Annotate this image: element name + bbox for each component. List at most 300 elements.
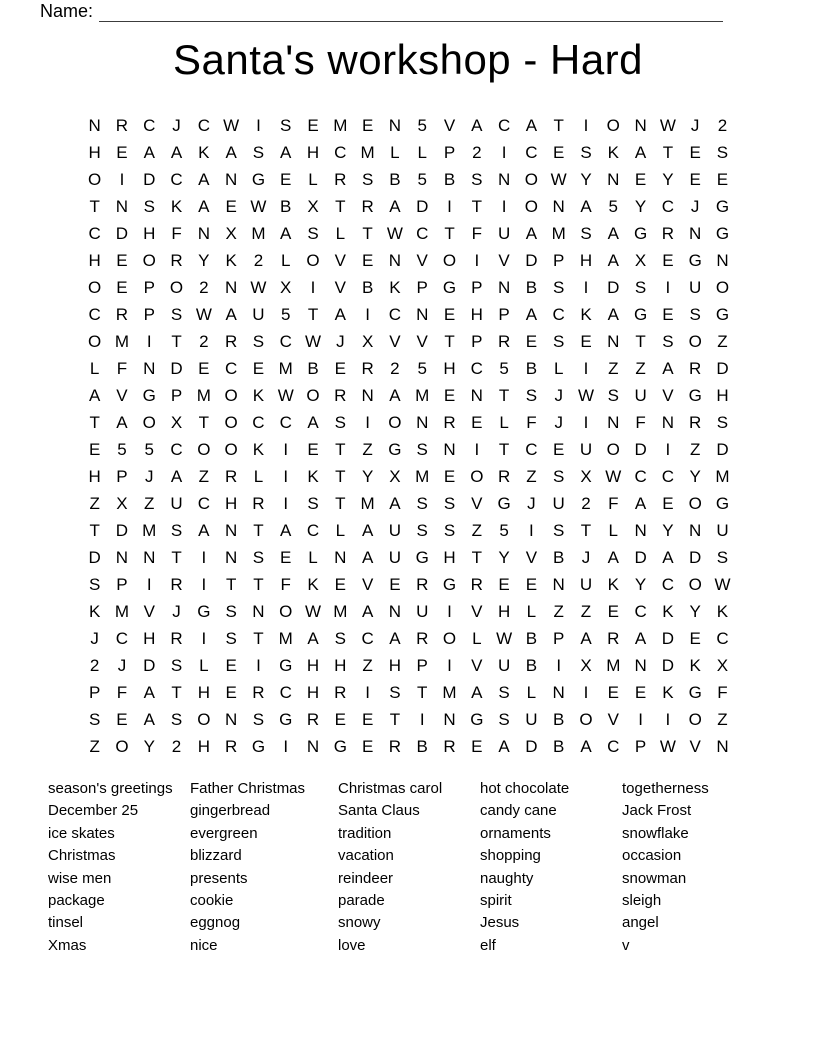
grid-cell: M: [278, 629, 293, 648]
grid-cell: A: [143, 683, 155, 702]
grid-cell: T: [362, 224, 373, 243]
grid-cell: T: [498, 440, 510, 459]
grid-cell: I: [474, 251, 480, 270]
word-item: candy cane: [480, 802, 557, 820]
word-item: presents: [190, 869, 248, 887]
grid-cell: H: [716, 386, 729, 405]
grid-cell: R: [443, 737, 456, 756]
grid-cell: D: [716, 359, 729, 378]
grid-cell: E: [634, 683, 647, 702]
grid-cell: O: [524, 197, 539, 216]
grid-cell: W: [305, 332, 322, 351]
grid-cell: Y: [689, 602, 701, 621]
grid-cell: S: [416, 440, 428, 459]
grid-cell: S: [280, 116, 292, 135]
grid-cell: K: [307, 575, 319, 594]
grid-cell: A: [280, 143, 292, 162]
grid-cell: I: [146, 575, 152, 594]
grid-cell: N: [416, 413, 429, 432]
grid-cell: I: [201, 548, 207, 567]
grid-cell: J: [90, 629, 99, 648]
grid-cell: S: [525, 386, 538, 405]
grid-cell: W: [195, 305, 212, 324]
grid-cell: N: [388, 116, 402, 135]
grid-cell: E: [252, 359, 265, 378]
grid-cell: J: [690, 197, 700, 216]
grid-cell: 2: [472, 143, 482, 162]
grid-cell: E: [361, 710, 374, 729]
grid-cell: A: [198, 170, 210, 189]
grid-cell: M: [114, 602, 130, 621]
grid-cell: E: [116, 143, 128, 162]
grid-cell: H: [88, 251, 101, 270]
grid-cell: V: [116, 386, 128, 405]
grid-cell: C: [170, 170, 183, 189]
grid-cell: K: [225, 251, 237, 270]
grid-cell: B: [553, 710, 565, 729]
grid-cell: X: [225, 224, 237, 243]
grid-cell: V: [662, 386, 674, 405]
grid-cell: Z: [526, 467, 537, 486]
grid-cell: A: [334, 305, 346, 324]
grid-cell: P: [471, 332, 483, 351]
grid-cell: D: [661, 656, 675, 675]
grid-cell: 5: [144, 440, 154, 459]
grid-cell: Y: [662, 170, 674, 189]
grid-cell: D: [634, 440, 647, 459]
grid-cell: H: [306, 683, 320, 702]
grid-cell: U: [689, 278, 702, 297]
grid-cell: H: [306, 656, 320, 675]
grid-cell: T: [389, 710, 401, 729]
grid-cell: R: [252, 494, 265, 513]
grid-cell: M: [142, 521, 157, 540]
grid-cell: O: [715, 278, 730, 297]
grid-cell: D: [634, 548, 647, 567]
grid-cell: B: [389, 170, 401, 189]
grid-cell: Z: [717, 332, 728, 351]
grid-cell: Z: [717, 710, 728, 729]
grid-cell: V: [689, 737, 701, 756]
grid-cell: A: [307, 413, 319, 432]
word-item: wise men: [48, 869, 112, 887]
name-blank-line[interactable]: [99, 1, 723, 22]
grid-cell: T: [635, 332, 646, 351]
word-item: Jesus: [480, 914, 520, 932]
grid-cell: A: [361, 521, 374, 540]
grid-cell: F: [116, 683, 128, 702]
grid-cell: P: [416, 278, 428, 297]
grid-cell: G: [197, 602, 211, 621]
grid-cell: V: [334, 278, 346, 297]
grid-cell: Y: [689, 467, 701, 486]
grid-cell: N: [224, 170, 238, 189]
grid-cell: O: [88, 170, 102, 189]
grid-cell: W: [550, 170, 567, 189]
grid-cell: X: [116, 494, 128, 513]
grid-cell: L: [553, 359, 564, 378]
grid-cell: M: [114, 332, 130, 351]
grid-cell: D: [716, 440, 729, 459]
grid-cell: S: [170, 521, 183, 540]
grid-cell: R: [497, 332, 511, 351]
grid-cell: Z: [608, 359, 619, 378]
grid-cell: N: [689, 521, 702, 540]
grid-cell: E: [361, 116, 374, 135]
grid-cell: E: [334, 359, 346, 378]
grid-cell: A: [307, 629, 319, 648]
grid-cell: S: [498, 683, 510, 702]
grid-cell: M: [251, 224, 266, 243]
word-item: spirit: [480, 892, 512, 910]
grid-cell: S: [225, 602, 237, 621]
word-list-column: [622, 778, 709, 957]
grid-cell: 2: [717, 116, 728, 135]
grid-cell: L: [335, 224, 346, 243]
grid-cell: G: [715, 197, 730, 216]
grid-cell: C: [170, 440, 183, 459]
grid-cell: E: [553, 143, 565, 162]
grid-cell: A: [525, 224, 538, 243]
word-item: hot chocolate: [480, 780, 570, 797]
grid-cell: I: [256, 656, 261, 675]
grid-cell: I: [283, 467, 289, 486]
grid-cell: F: [526, 413, 537, 432]
grid-cell: A: [607, 224, 619, 243]
grid-cell: E: [280, 170, 292, 189]
grid-cell: X: [170, 413, 183, 432]
grid-cell: F: [116, 359, 128, 378]
grid-cell: S: [307, 224, 319, 243]
grid-cell: K: [307, 467, 319, 486]
grid-cell: G: [715, 224, 730, 243]
name-label: Name:: [40, 1, 94, 21]
word-item: Jack Frost: [622, 802, 692, 820]
grid-cell: B: [280, 197, 292, 216]
grid-cell: I: [283, 737, 289, 756]
grid-cell: I: [474, 440, 480, 459]
grid-cell: O: [442, 251, 457, 270]
grid-cell: A: [634, 629, 647, 648]
grid-cell: M: [360, 494, 375, 513]
grid-cell: R: [661, 224, 675, 243]
grid-cell: H: [88, 143, 101, 162]
grid-cell: I: [310, 278, 316, 297]
word-item: tradition: [338, 824, 392, 842]
grid-cell: C: [115, 629, 129, 648]
grid-cell: N: [416, 305, 429, 324]
grid-cell: B: [525, 656, 538, 675]
grid-cell: Z: [635, 359, 646, 378]
grid-cell: T: [171, 332, 182, 351]
grid-cell: M: [333, 602, 348, 621]
grid-cell: V: [498, 251, 510, 270]
grid-cell: I: [556, 656, 562, 675]
grid-cell: V: [525, 548, 538, 567]
grid-cell: A: [280, 224, 292, 243]
grid-cell: I: [501, 197, 507, 216]
grid-cell: N: [252, 602, 265, 621]
grid-cell: C: [143, 116, 156, 135]
grid-cell: T: [335, 440, 346, 459]
grid-cell: N: [88, 116, 101, 135]
grid-cell: O: [442, 629, 457, 648]
grid-cell: F: [608, 494, 619, 513]
grid-cell: O: [224, 413, 238, 432]
grid-cell: L: [526, 683, 537, 702]
grid-cell: T: [662, 143, 674, 162]
grid-cell: 2: [390, 359, 400, 378]
grid-cell: K: [389, 278, 401, 297]
word-item: December 25: [48, 802, 139, 820]
grid-cell: R: [334, 170, 347, 189]
grid-cell: A: [116, 413, 128, 432]
grid-cell: E: [471, 413, 483, 432]
grid-cell: A: [198, 197, 210, 216]
grid-cell: S: [88, 575, 101, 594]
grid-cell: O: [88, 332, 102, 351]
grid-cell: N: [388, 602, 402, 621]
grid-cell: T: [335, 494, 346, 513]
grid-cell: A: [389, 629, 401, 648]
grid-cell: M: [606, 656, 621, 675]
grid-cell: R: [170, 251, 183, 270]
grid-cell: C: [716, 629, 729, 648]
grid-cell: E: [389, 575, 401, 594]
grid-cell: B: [553, 737, 565, 756]
grid-cell: L: [417, 143, 427, 162]
word-item: angel: [622, 914, 659, 932]
grid-cell: A: [88, 386, 101, 405]
grid-cell: Z: [553, 602, 564, 621]
word-item: Xmas: [48, 936, 87, 954]
word-list: [0, 778, 816, 963]
grid-cell: R: [306, 710, 320, 729]
grid-cell: G: [442, 575, 457, 594]
grid-cell: C: [470, 359, 483, 378]
grid-cell: B: [525, 629, 538, 648]
grid-cell: P: [170, 386, 183, 405]
grid-cell: S: [334, 629, 346, 648]
grid-cell: Y: [143, 737, 155, 756]
grid-cell: V: [416, 332, 428, 351]
word-item: ice skates: [48, 824, 115, 842]
grid-cell: C: [388, 305, 402, 324]
grid-cell: D: [170, 359, 183, 378]
grid-cell: 5: [608, 197, 619, 216]
grid-cell: W: [277, 386, 294, 405]
grid-cell: C: [361, 629, 374, 648]
grid-cell: J: [527, 494, 536, 513]
grid-cell: S: [252, 332, 265, 351]
grid-cell: M: [551, 224, 566, 243]
grid-cell: G: [251, 170, 266, 189]
grid-cell: G: [715, 494, 730, 513]
grid-cell: N: [143, 548, 156, 567]
grid-cell: G: [633, 224, 648, 243]
grid-cell: K: [580, 305, 592, 324]
grid-cell: X: [389, 467, 401, 486]
grid-cell: C: [552, 305, 565, 324]
grid-cell: B: [553, 548, 565, 567]
grid-cell: L: [253, 467, 264, 486]
grid-cell: A: [607, 251, 619, 270]
grid-cell: T: [471, 197, 482, 216]
grid-cell: U: [552, 494, 565, 513]
grid-cell: T: [498, 386, 510, 405]
grid-cell: I: [583, 278, 589, 297]
grid-cell: I: [447, 197, 452, 216]
grid-cell: X: [580, 467, 592, 486]
grid-cell: Y: [634, 197, 647, 216]
grid-cell: E: [689, 170, 701, 189]
grid-cell: N: [443, 710, 456, 729]
word-item: togetherness: [622, 780, 709, 797]
grid-cell: C: [334, 143, 347, 162]
grid-cell: S: [443, 494, 456, 513]
grid-cell: U: [579, 440, 593, 459]
grid-cell: T: [253, 575, 264, 594]
grid-cell: R: [689, 359, 702, 378]
word-item: snowflake: [622, 824, 689, 842]
grid-cell: B: [525, 359, 538, 378]
grid-cell: H: [88, 467, 101, 486]
grid-cell: S: [553, 467, 565, 486]
grid-cell: O: [306, 386, 320, 405]
word-item: Christmas: [48, 847, 116, 865]
grid-cell: N: [607, 332, 620, 351]
grid-cell: E: [662, 305, 674, 324]
grid-cell: G: [279, 710, 293, 729]
grid-cell: 5: [499, 359, 509, 378]
grid-cell: W: [250, 197, 267, 216]
grid-cell: I: [583, 413, 589, 432]
grid-cell: S: [689, 305, 701, 324]
grid-cell: R: [224, 332, 238, 351]
grid-cell: A: [498, 737, 510, 756]
grid-cell: W: [250, 278, 267, 297]
grid-cell: H: [443, 359, 456, 378]
grid-cell: P: [116, 467, 128, 486]
grid-cell: S: [553, 332, 565, 351]
grid-cell: S: [334, 413, 346, 432]
grid-cell: O: [579, 710, 593, 729]
word-item: snowman: [622, 869, 687, 887]
grid-cell: R: [361, 197, 374, 216]
word-item: parade: [338, 892, 385, 910]
grid-cell: I: [665, 440, 671, 459]
grid-cell: O: [197, 710, 211, 729]
grid-cell: S: [252, 143, 265, 162]
grid-cell: T: [171, 548, 182, 567]
grid-cell: O: [142, 251, 156, 270]
grid-cell: E: [280, 548, 292, 567]
grid-cell: E: [116, 278, 128, 297]
word-item: tinsel: [48, 914, 84, 932]
grid-cell: S: [252, 548, 265, 567]
grid-cell: 5: [499, 521, 509, 540]
grid-cell: Z: [144, 494, 155, 513]
grid-cell: J: [172, 602, 181, 621]
grid-cell: N: [115, 548, 129, 567]
grid-cell: O: [115, 737, 129, 756]
grid-cell: A: [361, 602, 374, 621]
grid-cell: E: [525, 575, 538, 594]
grid-cell: C: [607, 737, 620, 756]
grid-cell: S: [553, 521, 565, 540]
grid-cell: S: [252, 710, 265, 729]
grid-cell: U: [525, 710, 538, 729]
grid-cell: A: [389, 197, 401, 216]
grid-cell: T: [307, 305, 319, 324]
grid-cell: O: [606, 116, 620, 135]
grid-cell: N: [115, 197, 129, 216]
grid-cell: C: [197, 116, 210, 135]
grid-cell: T: [89, 413, 100, 432]
grid-cell: D: [661, 629, 675, 648]
word-list-column: [480, 778, 569, 957]
grid-cell: E: [116, 710, 128, 729]
word-list-column: [338, 778, 442, 957]
grid-cell: D: [607, 278, 620, 297]
grid-cell: U: [579, 575, 593, 594]
grid-cell: R: [689, 413, 702, 432]
word-item: Christmas carol: [338, 780, 443, 797]
grid-cell: M: [442, 683, 457, 702]
grid-cell: P: [443, 143, 456, 162]
grid-cell: O: [224, 386, 238, 405]
grid-cell: T: [553, 116, 564, 135]
word-item: v: [622, 936, 630, 954]
grid-cell: N: [443, 440, 456, 459]
grid-cell: B: [307, 359, 319, 378]
grid-cell: R: [443, 413, 456, 432]
grid-cell: C: [661, 197, 675, 216]
grid-cell: R: [252, 683, 265, 702]
grid-cell: E: [662, 494, 674, 513]
grid-cell: E: [225, 197, 237, 216]
grid-cell: C: [525, 440, 538, 459]
grid-cell: N: [689, 224, 702, 243]
grid-cell: V: [607, 710, 619, 729]
grid-cell: J: [117, 656, 127, 675]
grid-cell: O: [688, 575, 702, 594]
grid-cell: U: [716, 521, 729, 540]
grid-cell: K: [88, 602, 101, 621]
grid-cell: D: [143, 170, 156, 189]
grid-cell: H: [224, 494, 238, 513]
grid-cell: V: [143, 602, 155, 621]
grid-cell: Z: [580, 602, 592, 621]
grid-cell: E: [361, 737, 374, 756]
word-item: shopping: [480, 847, 541, 865]
grid-cell: N: [497, 170, 511, 189]
grid-cell: L: [472, 629, 482, 648]
grid-cell: R: [416, 629, 429, 648]
grid-cell: N: [224, 710, 238, 729]
grid-cell: W: [223, 116, 240, 135]
grid-cell: L: [280, 251, 291, 270]
grid-cell: W: [577, 386, 595, 405]
grid-cell: D: [115, 224, 129, 243]
grid-cell: K: [607, 143, 619, 162]
grid-cell: S: [307, 494, 319, 513]
grid-cell: N: [334, 548, 347, 567]
grid-cell: S: [716, 413, 729, 432]
grid-cell: I: [583, 116, 589, 135]
grid-cell: I: [583, 359, 589, 378]
grid-cell: B: [443, 170, 456, 189]
